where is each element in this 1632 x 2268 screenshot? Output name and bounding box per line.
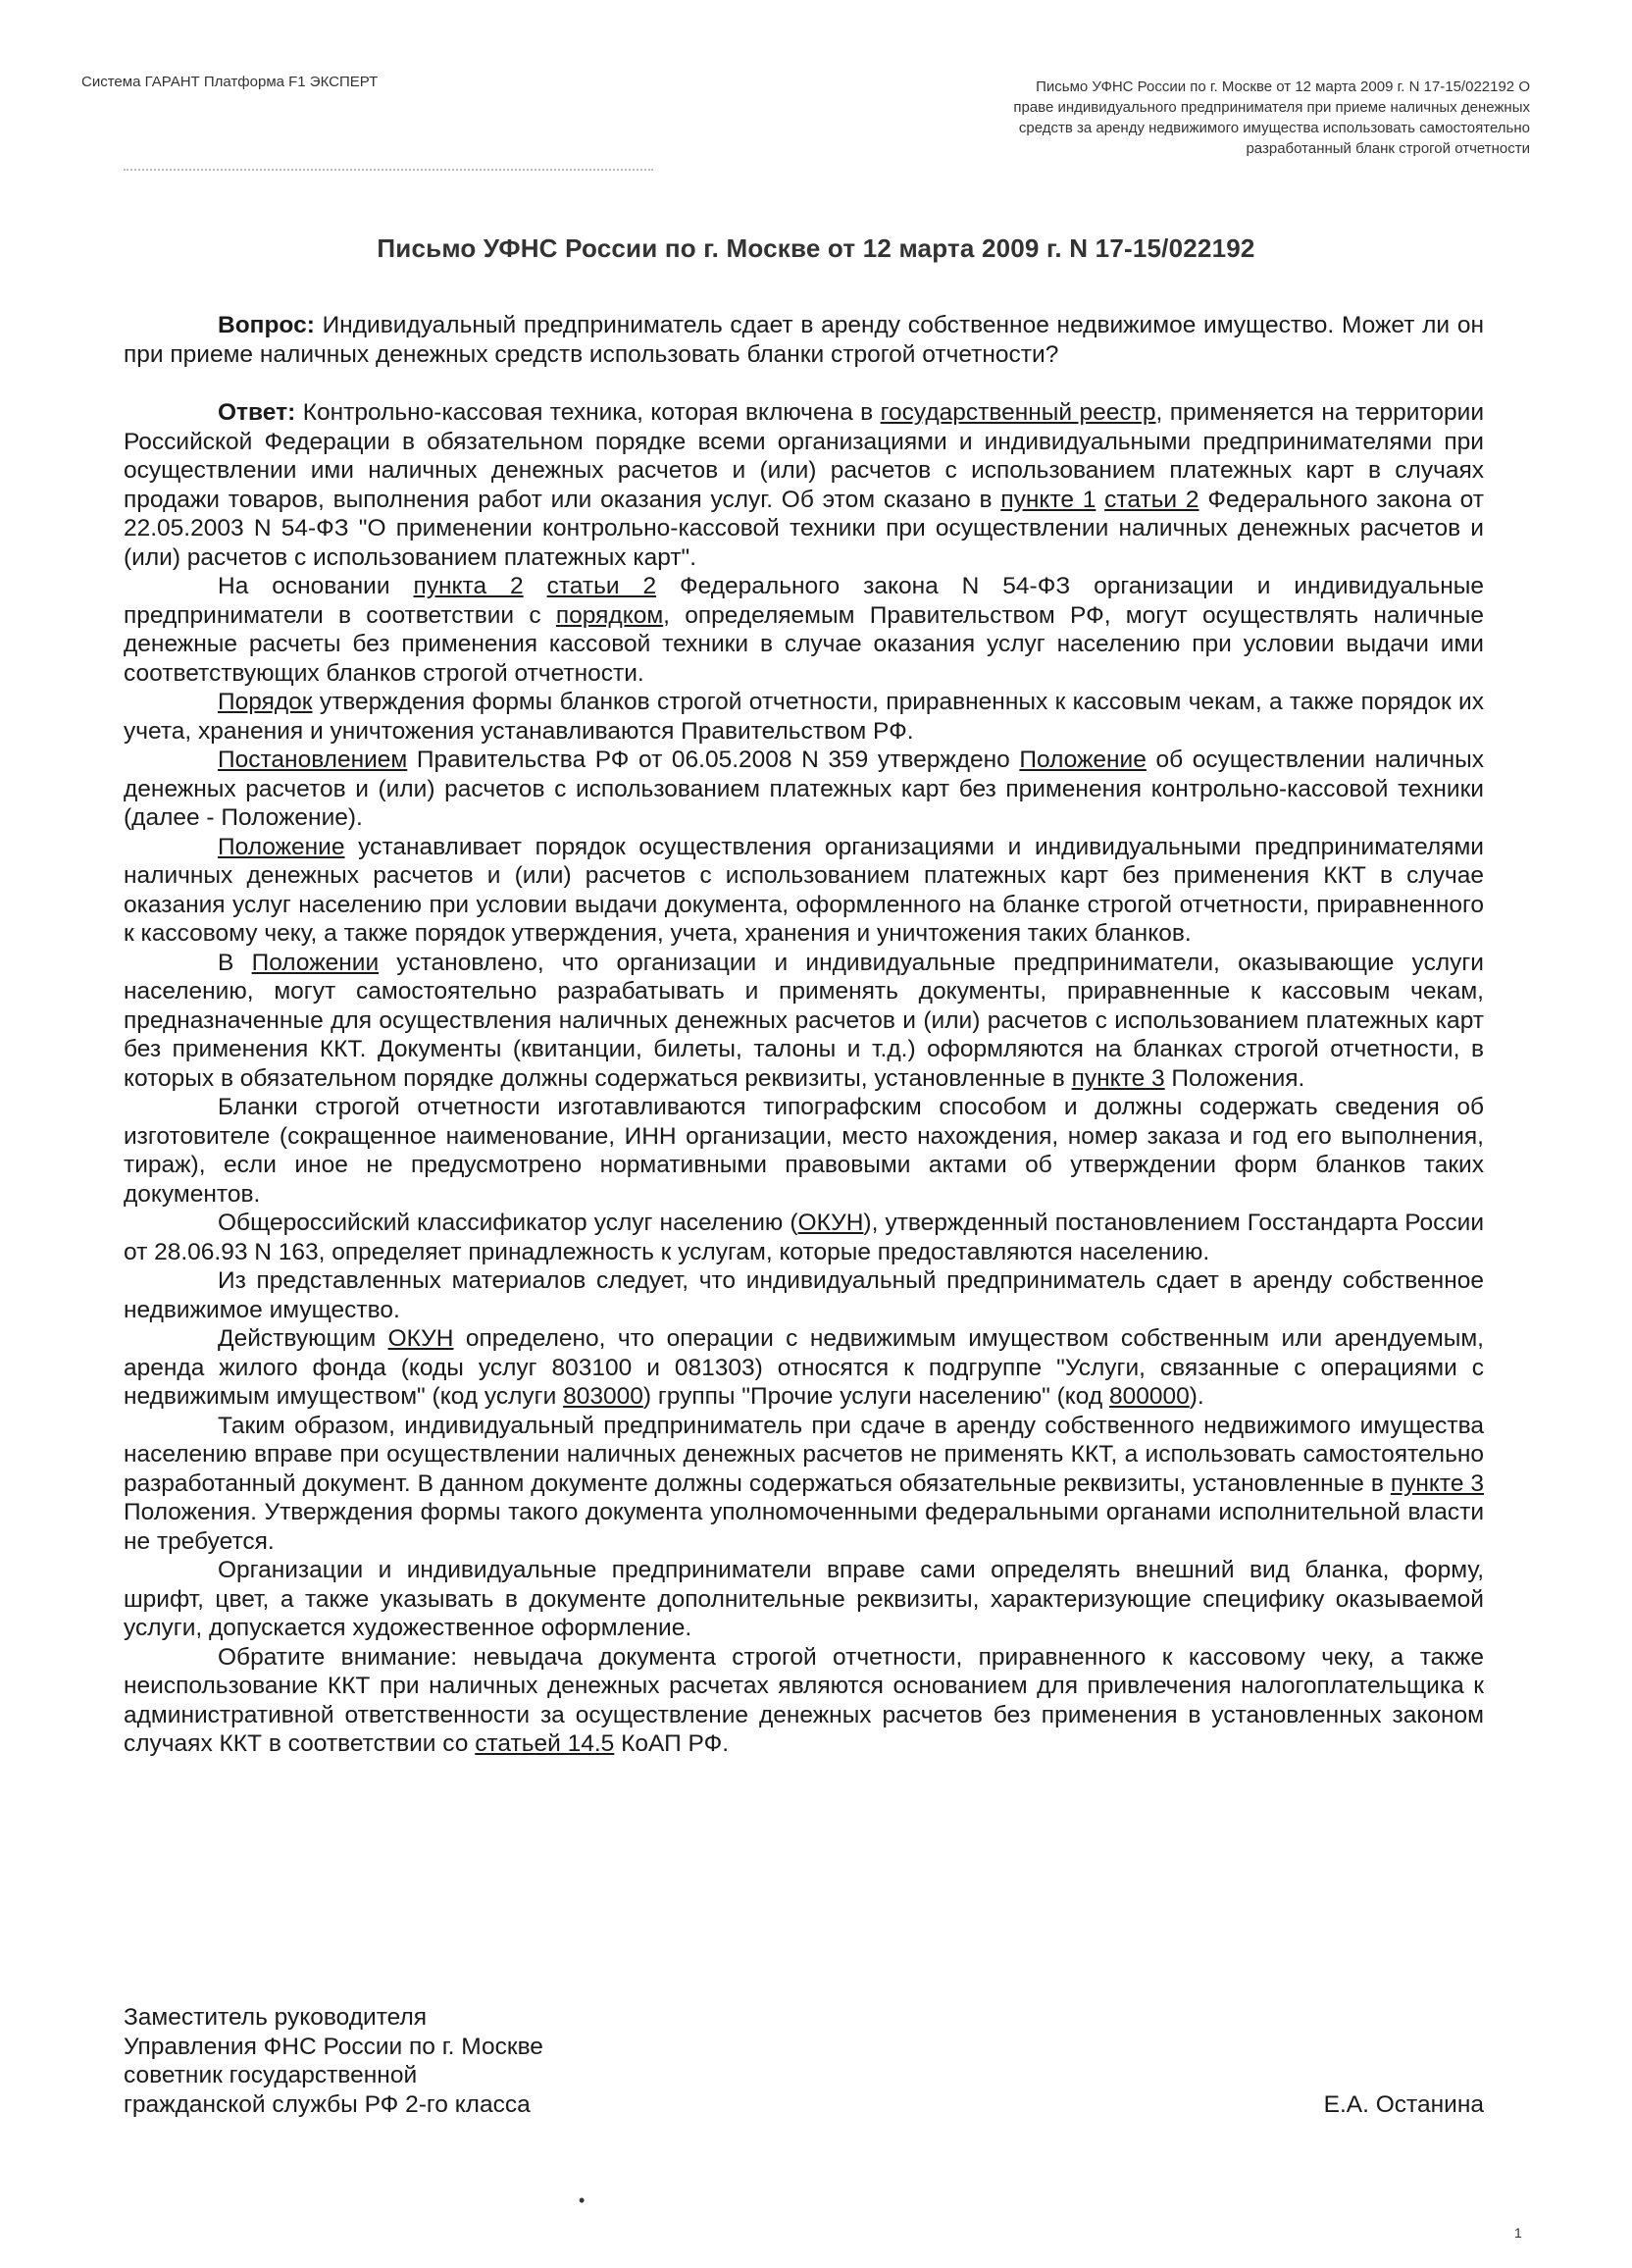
question-text: Индивидуальный предприниматель сдает в аренду собственное недвижимое имущество. Может ли он при приеме наличных денежных средств использовать бланки строгой отчетности? [124, 312, 1484, 368]
link-point-3b[interactable]: пункте 3 [1390, 1469, 1485, 1497]
text-run: Обратите внимание: невыдача документа строгой отчетности, приравненного к кассовому чеку, а также неиспользование ККТ при наличных денежных расчетах являются основанием для привлечения налогоплательщика к административной ответственности за осуществление денежных расчетов без применения в установленных законом случаях ККТ в соответствии со [124, 1643, 1484, 1757]
question-paragraph [124, 311, 1484, 369]
scan-speck: • [579, 2191, 586, 2210]
text-run: , определяемым Правительством РФ, могут осуществлять наличные денежные расчеты без применения кассовой техники в случае оказания услуг населению при условии выдачи ими соответствующих бланков строгой отчетности. [124, 601, 1484, 687]
text-run: утверждения формы бланков строгой отчетности, приравненных к кассовым чекам, а также порядок их учета, хранения и уничтожения устанавливаются Правительством РФ. [124, 689, 1484, 745]
answer-paragraph-5 [124, 833, 1484, 949]
text-run: , применяется на территории Российской Федерации в обязательном порядке всеми организациями и индивидуальными предпринимателями при осуществлении ими наличных денежных расчетов и (или) расчетов с использованием платежных карт в случаях продажи товаров, выполнения работ или оказания услуг. Об этом сказано в [124, 399, 1484, 513]
text-run: Общероссийский классификатор услуг населению ( [218, 1210, 798, 1236]
text-run: ). [1189, 1383, 1204, 1410]
text-run: устанавливает порядок осуществления организациями и индивидуальными предпринимателями наличных денежных расчетов и (или) расчетов с использованием платежных карт без применения ККТ в случае оказания услуг населению при условии выдачи документа, оформленного на бланке строгой отчетности, приравненного к кассовому чеку, а также порядок утверждения, учета, хранения и уничтожения таких бланков. [124, 833, 1484, 947]
link-code-803000[interactable]: 803000 [563, 1383, 643, 1410]
link-article-2b[interactable]: статьи 2 [546, 573, 657, 599]
link-procedure-approval[interactable]: Порядок [218, 689, 313, 715]
answer-paragraph-1 [124, 398, 1484, 572]
text-run: Таким образом, индивидуальный предприниматель при сдаче в аренду собственного недвижимого имущества населению вправе при осуществлении наличных денежных расчетов не применять ККТ, а использовать самостоятельно разработанный документ. В данном документе должны содержаться обязательные реквизиты, установленные в [124, 1412, 1484, 1497]
text-run: КоАП РФ. [614, 1730, 729, 1757]
document-body [124, 311, 1484, 1759]
link-article-14-5[interactable]: статьей 14.5 [475, 1730, 615, 1757]
link-regulation[interactable]: Положение [1019, 747, 1147, 773]
answer-paragraph-12: Организации и индивидуальные предприниматели вправе сами определять внешний вид бланка, форму, шрифт, цвет, а также указывать в документе дополнительные реквизиты, характеризующие специфику оказываемой услуги, допускается художественное оформление. [124, 1557, 1484, 1641]
doc-ref-line: разработанный бланк строгой отчетности [1246, 140, 1530, 157]
scan-artifact-divider [124, 169, 653, 173]
link-resolution[interactable]: Постановлением [218, 747, 408, 773]
text-run: Правительства РФ от 06.05.2008 N 359 утверждено [407, 747, 1020, 773]
text-run: Федерального закона N 54-ФЗ организации и индивидуальные предприниматели в соответствии с [124, 573, 1484, 629]
text-run [1096, 487, 1104, 513]
link-state-register[interactable]: государственный реестр [880, 399, 1156, 426]
answer-paragraph-4 [124, 746, 1484, 833]
answer-paragraph-6 [124, 949, 1484, 1094]
text-run: Контрольно-кассовая техника, которая включена в [295, 399, 881, 426]
text-run: Федерального закона от 22.05.2003 N 54-ФЗ "О применении контрольно-кассовой техники при осуществлении наличных денежных расчетов и (или) расчетов с использованием платежных карт". [124, 486, 1484, 571]
text-run: На основании [218, 573, 414, 599]
answer-paragraph-3 [124, 688, 1484, 746]
signature-line: Заместитель руководителя [124, 2004, 428, 2031]
document-reference-header [863, 77, 1530, 159]
link-regulation-3[interactable]: Положении [251, 949, 380, 976]
text-run: об осуществлении наличных денежных расчетов и (или) расчетов с использованием платежных карт без применения контрольно-кассовой техники (далее - Положение). [124, 747, 1484, 831]
text-run [524, 573, 547, 599]
link-point-3[interactable]: пункте 3 [1071, 1064, 1165, 1092]
link-okun[interactable]: ОКУН [797, 1210, 864, 1236]
answer-paragraph-2 [124, 572, 1484, 688]
text-run: ) группы "Прочие услуги населению" (код [642, 1383, 1109, 1410]
doc-ref-line: праве индивидуального предпринимателя при приеме наличных денежных [1013, 99, 1530, 116]
link-procedure[interactable]: порядком [555, 601, 664, 629]
answer-paragraph-8 [124, 1209, 1484, 1266]
answer-paragraph-10 [124, 1324, 1484, 1412]
text-run: ), утвержденный постановлением Госстандарта России от 28.06.93 N 163, определяет принадлежность к услугам, которые предоставляются населению. [124, 1210, 1485, 1265]
text-run: Положения. [1164, 1064, 1305, 1092]
page-number: 1 [1514, 2225, 1522, 2241]
link-code-800000[interactable]: 800000 [1109, 1383, 1190, 1410]
text-run: В [218, 949, 252, 976]
signature-line: гражданской службы РФ 2-го класса [124, 2090, 531, 2118]
link-regulation-2[interactable]: Положение [218, 833, 345, 860]
system-header: Система ГАРАНТ Платформа F1 ЭКСПЕРТ [81, 74, 379, 90]
signer-name: Е.А. Останина [1323, 2091, 1484, 2118]
link-okun-2[interactable]: ОКУН [387, 1325, 454, 1352]
link-point-2[interactable]: пункта 2 [413, 573, 524, 599]
link-point-1[interactable]: пункте 1 [1000, 486, 1096, 513]
answer-paragraph-11 [124, 1412, 1484, 1557]
text-run: определено, что операции с недвижимым имуществом собственным или арендуемым, аренда жилого фонда (коды услуг 803100 и 081303) относятся к подгруппе "Услуги, связанные с операциями с недвижимым имуществом" (код услуги [124, 1325, 1484, 1410]
signature-block [124, 2003, 543, 2119]
text-run: Действующим [218, 1325, 388, 1352]
text-run: Положения. Утверждения формы такого документа уполномоченными федеральными органами исполнительной власти не требуется. [124, 1499, 1484, 1555]
answer-paragraph-9: Из представленных материалов следует, что индивидуальный предприниматель сдает в аренду собственное недвижимое имущество. [124, 1267, 1484, 1323]
answer-paragraph-7: Бланки строгой отчетности изготавливаются типографским способом и должны содержать сведения об изготовителе (сокращенное наименование, ИНН организации, место нахождения, номер заказа и год его выполнения, тираж), если иное не предусмотрено нормативными правовыми актами об утверждении форм бланков таких документов. [124, 1094, 1484, 1208]
text-run: установлено, что организации и индивидуальные предприниматели, оказывающие услуги населению, могут самостоятельно разрабатывать и применять документы, приравненные к кассовым чекам, предназначенные для осуществления наличных денежных расчетов и (или) расчетов с использованием платежных карт без применения ККТ. Документы (квитанции, билеты, талоны и т.д.) оформляются на бланках строгой отчетности, в которых в обязательном порядке должны содержаться реквизиты, установленные в [124, 949, 1484, 1092]
question-label: Вопрос: [218, 312, 315, 338]
document-title: Письмо УФНС России по г. Москве от 12 марта 2009 г. N 17-15/022192 [377, 233, 1255, 263]
doc-ref-line: средств за аренду недвижимого имущества использовать самостоятельно [1018, 120, 1530, 136]
answer-paragraph-13 [124, 1643, 1484, 1759]
signature-line: советник государственной [124, 2062, 418, 2088]
doc-ref-line: Письмо УФНС России по г. Москве от 12 марта 2009 г. N 17-15/022192 О [1036, 78, 1530, 95]
signature-line: Управления ФНС России по г. Москве [124, 2033, 543, 2060]
answer-label: Ответ: [218, 399, 296, 426]
link-article-2[interactable]: статьи 2 [1104, 486, 1199, 513]
